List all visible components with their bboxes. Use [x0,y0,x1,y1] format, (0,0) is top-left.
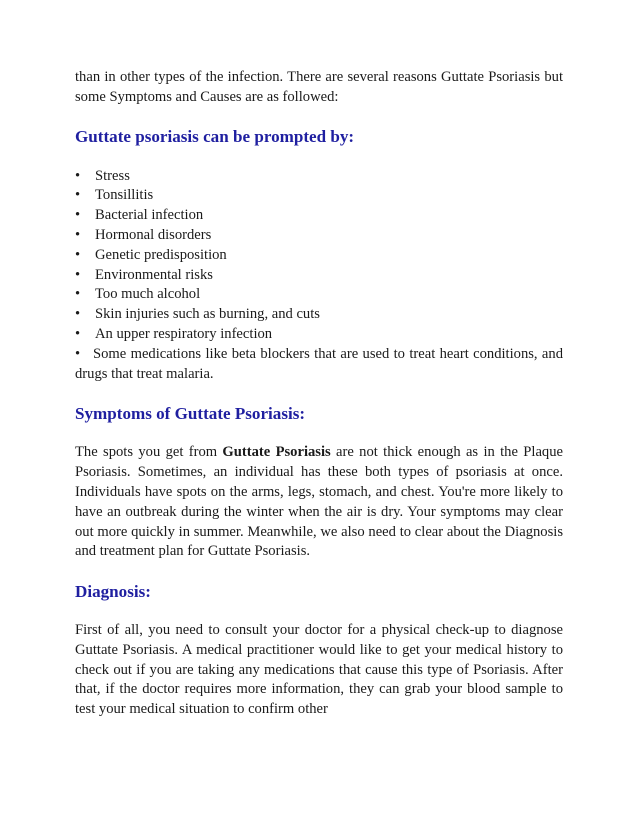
list-item-text: Too much alcohol [95,286,201,303]
list-item-text: Stress [95,167,130,184]
diagnosis-heading: Diagnosis: [75,581,151,601]
list-item-text: Environmental risks [95,266,213,283]
bullet-icon: • [75,187,81,204]
bullet-icon: • [75,246,81,263]
list-item-text: Skin injuries such as burning, and cuts [95,306,320,323]
list-item [75,325,563,345]
causes-list [75,167,563,385]
spacer [75,424,563,444]
list-item [75,345,563,385]
intro-paragraph: than in other types of the infection. There are several reasons Guttate Psoriasis but some Symptoms and Causes are as followed: [75,69,563,105]
list-item [75,305,563,325]
list-item [75,246,563,266]
list-item [75,266,563,286]
bullet-icon: • [75,226,81,243]
symptoms-text-before: The spots you get from [75,444,223,461]
list-item [75,186,563,206]
bullet-icon: • [75,207,81,224]
bullet-icon: • [75,167,81,184]
list-item-text: Some medications like beta blockers that are used to treat heart conditions, and drugs that treat malaria. [75,345,563,382]
list-item-text: An upper respiratory infection [95,325,273,342]
symptoms-text-after: are not thick enough as in the Plaque Psoriasis. Sometimes, an individual has these both types of psoriasis at once. Individuals have spots on the arms, legs, stomach, and chest. You're more likely to have an outbreak during the winter when the air is dry. Your symptoms may clear out more quickly in summer. Meanwhile, we also need to clear about the Diagnosis and treatment plan for Guttate Psoriasis. [75,444,563,560]
spacer [75,147,563,167]
bullet-icon: • [75,325,81,342]
symptoms-heading: Symptoms of Guttate Psoriasis: [75,403,306,423]
document-page [75,68,563,720]
list-item-text: Tonsillitis [95,187,154,204]
bullet-icon: • [75,266,81,283]
list-item-text: Hormonal disorders [95,226,212,243]
spacer [75,562,563,582]
symptoms-paragraph [75,443,563,562]
spacer [75,384,563,404]
bullet-icon: • [75,306,81,323]
list-item-text: Genetic predisposition [95,246,227,263]
list-item [75,226,563,246]
list-item [75,167,563,187]
spacer [75,602,563,622]
diagnosis-paragraph: First of all, you need to consult your doctor for a physical check-up to diagnose Guttate Psoriasis. A medical practitioner would like to get your medical history to check out if you are taking any medications that cause this type of Psoriasis. After that, if the doctor requires more information, they can grab your blood sample to test your medical situation to confirm other [75,622,563,718]
list-item [75,206,563,226]
list-item [75,285,563,305]
spacer [75,108,563,128]
bullet-icon: • [75,345,81,362]
symptoms-emphasis: Guttate Psoriasis [222,444,331,461]
bullet-icon: • [75,286,81,303]
causes-heading: Guttate psoriasis can be prompted by: [75,127,355,147]
list-item-text: Bacterial infection [95,207,204,224]
